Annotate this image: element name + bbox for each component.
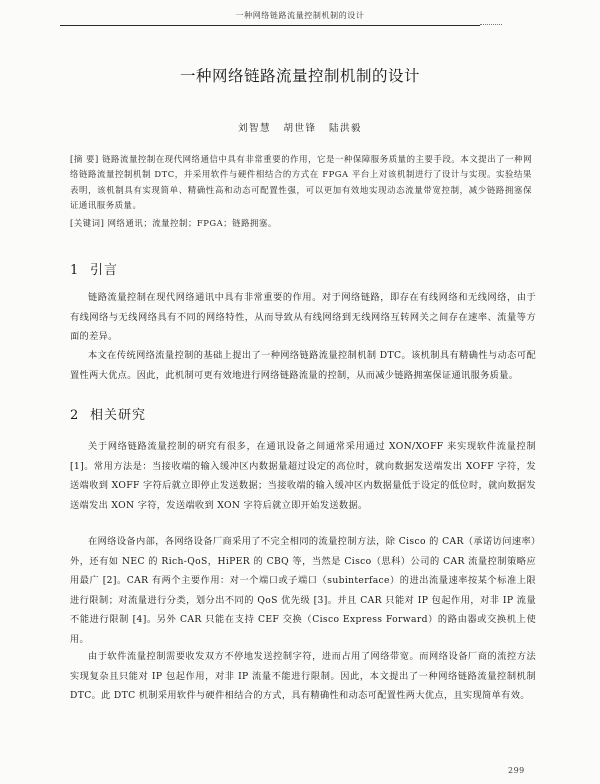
abstract: [摘 要] 链路流量控制在现代网络通信中具有非常重要的作用，它是一种保障服务质量的主要手段。本文提出了一种网络链路流量控制机制 DTC，并采用软件与硬件相结合的方式在 FPGA 平台上对该机制进行了设计与实现。实验结果表明，该机制具有实现简单、精确性高和动态可配置性强，可以更加有效地实现动态流量带宽控制，减少链路拥塞保证通讯服务质量。 [70, 154, 532, 211]
author-list: 刘智慧 胡世锋 陆洪毅 [237, 123, 363, 134]
page-number: 299 [508, 766, 525, 775]
paper-title: 一种网络链路流量控制机制的设计 [179, 67, 420, 85]
section-heading-introduction [70, 259, 118, 278]
header-rule [60, 25, 480, 26]
section-title: 相关研究 [90, 408, 147, 423]
body-paragraph: 链路流量控制在现代网络通讯中具有非常重要的作用。对于网络链路，即存在有线网络和无线网络，由于有线网络与无线网络具有不同的网络特性，从而导致从有线网络到无线网络互转网关之间存在速率、流量等方面的差异。 [70, 292, 536, 342]
body-paragraph: 在网络设备内部，各网络设备厂商采用了不完全相同的流量控制方法，除 Cisco 的 CAR（承诺访问速率）外，还有如 NEC 的 Rich-QoS，HiPER 的 CBQ 等，当然是 Cisco（思科）公司的 CAR 流量控制策略应用最广 [2]。CAR 有两个主要作用：对一个端口或子端口（subinterface）的进出流量速率按某个标准上限进行限制；对流量进行分类，划分出不同的 QoS 优先级 [3]。并且 CAR 只能对 IP 包起作用，对非 IP 流量不能进行限制 [4]。另外 CAR 只能在支持 CEF 交换（Cisco Express Forward）的路由器或交换机上使用。 [70, 536, 536, 645]
section-number: 1 [70, 263, 80, 278]
header-rule-tail [480, 24, 502, 25]
body-paragraph: 由于软件流量控制需要收发双方不停地发送控制字符，进而占用了网络带宽。而网络设备厂商的流控方法实现复杂且只能对 IP 包起作用，对非 IP 流量不能进行限制。因此，本文提出了一种网络链路流量控制机制 DTC。此 DTC 机制采用软件与硬件相结合的方式，具有精确性和动态可配置性两大优点，且实现简单有效。 [70, 651, 536, 701]
body-paragraph: 本文在传统网络流量控制的基础上提出了一种网络链路流量控制机制 DTC。该机制具有精确性与动态可配置性两大优点。因此，此机制可更有效地进行网络链路流量的控制，从而减少链路拥塞保证通讯服务质量。 [70, 350, 536, 381]
running-head: 一种网络链路流量控制机制的设计 [235, 11, 365, 20]
section-number: 2 [70, 408, 80, 423]
keywords: [关键词] 网络通讯；流量控制；FPGA；链路拥塞。 [70, 218, 277, 228]
section-heading-related-work [70, 404, 146, 423]
section-title: 引言 [90, 263, 119, 278]
body-paragraph: 关于网络链路流量控制的研究有很多，在通讯设备之间通常采用通过 XON/XOFF 来实现软件流量控制 [1]。常用方法是：当接收端的输入缓冲区内数据量超过设定的高位时，就向数据发送端发出 XOFF 字符，发送端收到 XOFF 字符后就立即停止发送数据；当接收端的输入缓冲区内数据量低于设定的低位时，就向数据发送端发出 XON 字符，发送端收到 XON 字符后就立即开始发送数据。 [70, 441, 536, 511]
